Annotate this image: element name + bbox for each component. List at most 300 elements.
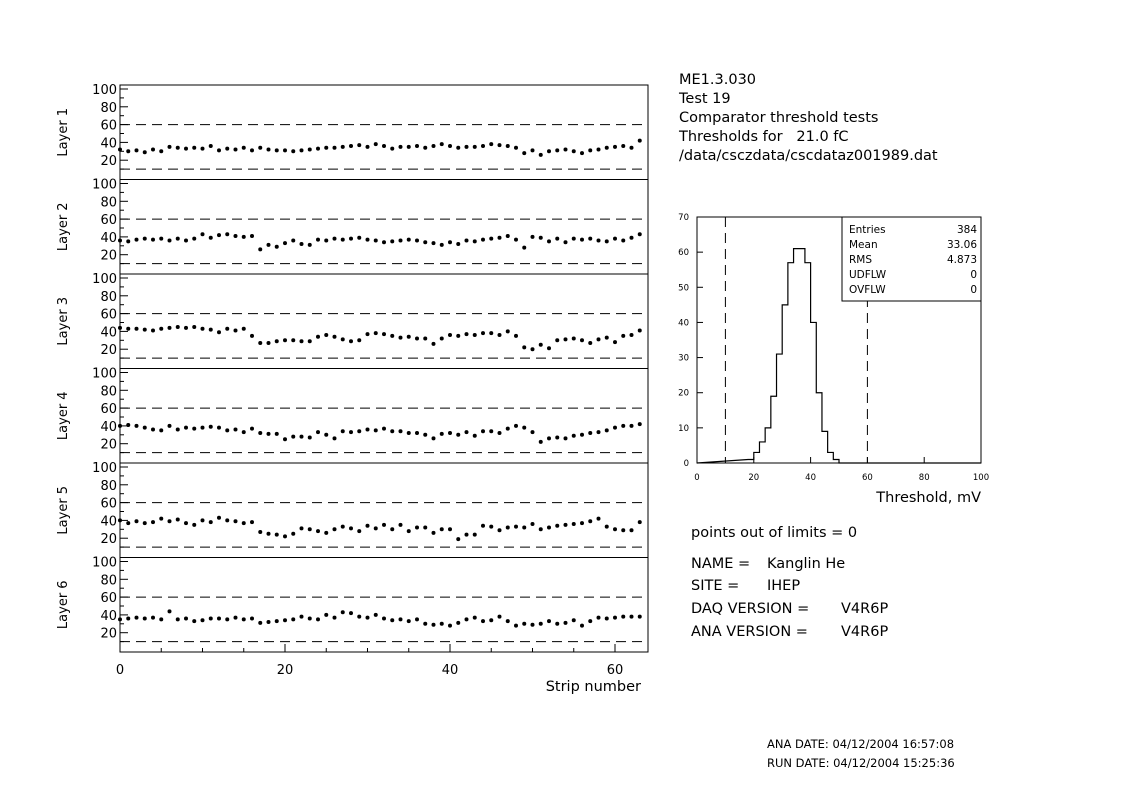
data-point xyxy=(539,622,543,626)
y-tick-label: 40 xyxy=(100,230,117,246)
data-point xyxy=(126,423,130,427)
data-point xyxy=(473,333,477,337)
data-point xyxy=(555,622,559,626)
data-point xyxy=(539,440,543,444)
y-tick-label: 60 xyxy=(100,496,117,512)
layer-panel-frame xyxy=(120,180,648,275)
data-point xyxy=(283,148,287,152)
data-point xyxy=(300,615,304,619)
data-point xyxy=(638,422,642,426)
data-point xyxy=(225,327,229,331)
hist-y-tick-label: 60 xyxy=(678,248,689,259)
data-point xyxy=(448,333,452,337)
data-point xyxy=(151,329,155,333)
data-point xyxy=(580,433,584,437)
data-point xyxy=(357,429,361,433)
data-point xyxy=(324,146,328,150)
data-point xyxy=(522,426,526,430)
data-point xyxy=(465,332,469,336)
data-point xyxy=(506,144,510,148)
data-point xyxy=(481,524,485,528)
data-point xyxy=(638,139,642,143)
chamber-id: ME1.3.030 xyxy=(679,72,757,88)
data-point xyxy=(168,519,172,523)
ana-date: ANA DATE: 04/12/2004 16:57:08 xyxy=(767,737,955,751)
data-point xyxy=(333,616,337,620)
hist-y-tick-label: 20 xyxy=(678,388,689,399)
data-point xyxy=(440,432,444,436)
layer-label: Layer 3 xyxy=(56,296,71,346)
hist-x-tick-label: 0 xyxy=(694,473,700,483)
data-point xyxy=(531,235,535,239)
data-point xyxy=(151,427,155,431)
layer-label: Layer 1 xyxy=(56,107,71,157)
y-tick-label: 80 xyxy=(100,478,117,494)
data-point xyxy=(118,148,122,152)
data-point xyxy=(118,518,122,522)
data-point xyxy=(555,148,559,152)
data-point xyxy=(390,429,394,433)
y-tick-label: 40 xyxy=(100,325,117,341)
data-point xyxy=(514,334,518,338)
data-point xyxy=(225,428,229,432)
data-point xyxy=(283,241,287,245)
data-point xyxy=(522,345,526,349)
y-tick-label: 100 xyxy=(92,177,117,193)
data-point xyxy=(324,333,328,337)
hist-x-tick-label: 40 xyxy=(805,473,817,483)
data-point xyxy=(448,240,452,244)
data-point xyxy=(291,238,295,242)
data-point xyxy=(399,336,403,340)
data-point xyxy=(588,619,592,623)
y-tick-label: 20 xyxy=(100,343,117,359)
data-point xyxy=(432,531,436,535)
data-point xyxy=(432,144,436,148)
data-point xyxy=(192,237,196,241)
data-point xyxy=(555,435,559,439)
hist-y-tick-label: 50 xyxy=(678,283,689,294)
data-point xyxy=(217,148,221,152)
y-tick-label: 80 xyxy=(100,573,117,589)
data-point xyxy=(267,432,271,436)
site-value: IHEP xyxy=(767,578,801,594)
data-point xyxy=(242,146,246,150)
data-point xyxy=(308,435,312,439)
data-point xyxy=(333,527,337,531)
y-tick-label: 60 xyxy=(100,118,117,134)
hist-y-tick-label: 10 xyxy=(678,423,689,434)
data-point xyxy=(324,238,328,242)
data-point xyxy=(135,519,139,523)
data-point xyxy=(415,337,419,341)
data-point xyxy=(473,533,477,537)
data-point xyxy=(176,237,180,241)
data-point xyxy=(580,624,584,628)
data-point xyxy=(572,522,576,526)
data-point xyxy=(613,426,617,430)
data-point xyxy=(217,330,221,334)
data-point xyxy=(209,425,213,429)
data-point xyxy=(159,149,163,153)
data-point xyxy=(407,335,411,339)
data-point xyxy=(506,329,510,333)
data-point xyxy=(448,624,452,628)
data-point xyxy=(135,148,139,152)
data-point xyxy=(580,521,584,525)
data-point xyxy=(201,426,205,430)
data-point xyxy=(605,336,609,340)
data-point xyxy=(283,338,287,342)
data-point xyxy=(390,527,394,531)
y-tick-label: 60 xyxy=(100,402,117,418)
data-point xyxy=(168,424,172,428)
y-tick-label: 80 xyxy=(100,100,117,116)
data-point xyxy=(613,616,617,620)
data-point xyxy=(234,234,238,238)
data-point xyxy=(374,331,378,335)
layer-label: Layer 4 xyxy=(56,391,71,441)
x-tick-label: 20 xyxy=(276,663,294,678)
layer-panel-frame xyxy=(120,463,648,558)
data-point xyxy=(498,236,502,240)
data-point xyxy=(135,424,139,428)
data-point xyxy=(522,151,526,155)
data-point xyxy=(481,429,485,433)
data-point xyxy=(234,148,238,152)
data-point xyxy=(275,245,279,249)
data-point xyxy=(547,149,551,153)
data-point xyxy=(539,343,543,347)
data-point xyxy=(621,615,625,619)
data-point xyxy=(168,609,172,613)
y-tick-label: 40 xyxy=(100,136,117,152)
data-point xyxy=(308,527,312,531)
data-point xyxy=(613,340,617,344)
data-point xyxy=(217,233,221,237)
data-point xyxy=(176,325,180,329)
data-point xyxy=(209,144,213,148)
data-point xyxy=(390,618,394,622)
data-point xyxy=(514,424,518,428)
data-point xyxy=(143,328,147,332)
data-point xyxy=(341,429,345,433)
data-point xyxy=(324,531,328,535)
data-point xyxy=(605,525,609,529)
data-point xyxy=(267,620,271,624)
data-point xyxy=(456,433,460,437)
header-block xyxy=(679,71,938,166)
data-point xyxy=(300,339,304,343)
y-tick-label: 20 xyxy=(100,437,117,453)
stats-value: 384 xyxy=(956,224,977,236)
data-point xyxy=(357,529,361,533)
data-point xyxy=(118,424,122,428)
data-point xyxy=(498,431,502,435)
y-tick-label: 80 xyxy=(100,289,117,305)
data-point xyxy=(448,527,452,531)
data-point xyxy=(432,342,436,346)
data-point xyxy=(423,337,427,341)
data-point xyxy=(432,436,436,440)
data-point xyxy=(448,144,452,148)
data-point xyxy=(473,434,477,438)
data-point xyxy=(498,143,502,147)
data-point xyxy=(630,615,634,619)
data-point xyxy=(291,532,295,536)
data-point xyxy=(597,148,601,152)
data-point xyxy=(316,147,320,151)
data-point xyxy=(225,232,229,236)
data-point xyxy=(225,617,229,621)
data-point xyxy=(201,147,205,151)
data-point xyxy=(184,616,188,620)
data-point xyxy=(357,615,361,619)
data-point xyxy=(630,424,634,428)
data-point xyxy=(465,430,469,434)
data-point xyxy=(456,334,460,338)
ana-version-value: V4R6P xyxy=(841,624,889,640)
data-point xyxy=(572,337,576,341)
data-point xyxy=(448,431,452,435)
y-tick-label: 80 xyxy=(100,384,117,400)
y-tick-label: 100 xyxy=(92,83,117,98)
data-point xyxy=(258,247,262,251)
data-point xyxy=(564,621,568,625)
data-point xyxy=(291,149,295,153)
data-point xyxy=(539,153,543,157)
data-point xyxy=(547,346,551,350)
data-point xyxy=(283,437,287,441)
layer-label: Layer 5 xyxy=(56,485,71,535)
data-point xyxy=(316,617,320,621)
data-point xyxy=(316,238,320,242)
data-point xyxy=(613,237,617,241)
data-point xyxy=(481,331,485,335)
hist-x-axis-label: Threshold, mV xyxy=(876,490,981,506)
stats-value: 0 xyxy=(970,284,977,296)
data-point xyxy=(382,616,386,620)
data-point xyxy=(184,426,188,430)
data-point xyxy=(201,327,205,331)
data-point xyxy=(630,236,634,240)
data-point xyxy=(390,239,394,243)
data-point xyxy=(407,431,411,435)
hist-y-tick-label: 40 xyxy=(678,318,689,329)
data-point xyxy=(341,337,345,341)
data-point xyxy=(555,524,559,528)
data-point xyxy=(234,427,238,431)
data-point xyxy=(267,148,271,152)
data-point xyxy=(333,436,337,440)
data-point xyxy=(489,525,493,529)
data-point xyxy=(176,146,180,150)
y-tick-label: 40 xyxy=(100,514,117,530)
data-point xyxy=(258,530,262,534)
data-point xyxy=(242,327,246,331)
data-point xyxy=(151,616,155,620)
data-point xyxy=(168,326,172,330)
data-point xyxy=(366,616,370,620)
data-point xyxy=(382,332,386,336)
data-point xyxy=(184,238,188,242)
threshold-charge: Thresholds for 21.0 fC xyxy=(679,129,849,145)
data-point xyxy=(588,431,592,435)
layer-panel-frame xyxy=(120,558,648,653)
data-point xyxy=(473,145,477,149)
data-point xyxy=(267,341,271,345)
data-point xyxy=(382,240,386,244)
data-point xyxy=(176,617,180,621)
data-point xyxy=(192,325,196,329)
data-point xyxy=(621,334,625,338)
data-point xyxy=(275,533,279,537)
data-point xyxy=(605,239,609,243)
hist-y-tick-label: 70 xyxy=(678,213,689,223)
data-point xyxy=(308,339,312,343)
data-point xyxy=(308,616,312,620)
data-point xyxy=(176,427,180,431)
data-point xyxy=(423,622,427,626)
data-point xyxy=(498,615,502,619)
data-point xyxy=(407,145,411,149)
data-point xyxy=(588,519,592,523)
data-point xyxy=(473,616,477,620)
data-point xyxy=(407,529,411,533)
data-point xyxy=(275,619,279,623)
data-point xyxy=(547,239,551,243)
hist-x-tick-label: 20 xyxy=(748,473,760,483)
data-point xyxy=(489,429,493,433)
data-point xyxy=(415,526,419,530)
data-point xyxy=(217,516,221,520)
data-point xyxy=(283,618,287,622)
daq-version-value: V4R6P xyxy=(841,601,889,617)
x-tick-label: 40 xyxy=(441,663,459,678)
test-description: Comparator threshold tests xyxy=(679,110,879,126)
y-tick-label: 60 xyxy=(100,213,117,229)
data-point xyxy=(184,147,188,151)
data-point xyxy=(151,148,155,152)
data-point xyxy=(159,428,163,432)
data-point xyxy=(159,237,163,241)
data-point xyxy=(184,326,188,330)
data-point xyxy=(250,520,254,524)
hist-x-tick-label: 60 xyxy=(861,473,873,483)
data-point xyxy=(126,239,130,243)
hist-x-tick-label: 100 xyxy=(972,473,990,483)
data-point xyxy=(291,435,295,439)
data-point xyxy=(300,435,304,439)
data-point xyxy=(415,431,419,435)
data-point xyxy=(151,520,155,524)
data-point xyxy=(407,619,411,623)
data-point xyxy=(324,433,328,437)
data-point xyxy=(399,145,403,149)
y-tick-label: 20 xyxy=(100,532,117,548)
data-point xyxy=(366,332,370,336)
data-point xyxy=(489,618,493,622)
data-point xyxy=(423,433,427,437)
data-point xyxy=(597,616,601,620)
data-point xyxy=(415,617,419,621)
data-point xyxy=(316,335,320,339)
data-point xyxy=(201,618,205,622)
data-point xyxy=(143,150,147,154)
data-point xyxy=(159,617,163,621)
data-point xyxy=(580,151,584,155)
data-point xyxy=(168,145,172,149)
data-point xyxy=(192,427,196,431)
data-point xyxy=(192,523,196,527)
data-point xyxy=(555,237,559,241)
data-point xyxy=(118,326,122,330)
data-point xyxy=(357,338,361,342)
data-point xyxy=(564,523,568,527)
data-point xyxy=(456,537,460,541)
data-point xyxy=(135,238,139,242)
data-point xyxy=(225,147,229,151)
data-point xyxy=(597,430,601,434)
data-point xyxy=(275,339,279,343)
data-point xyxy=(638,520,642,524)
data-point xyxy=(316,529,320,533)
data-point xyxy=(357,236,361,240)
y-tick-label: 100 xyxy=(92,272,117,287)
data-point xyxy=(630,146,634,150)
data-point xyxy=(638,329,642,333)
hist-y-tick-label: 0 xyxy=(683,459,689,469)
data-point xyxy=(547,526,551,530)
data-point xyxy=(349,611,353,615)
data-point xyxy=(390,334,394,338)
data-point xyxy=(456,242,460,246)
data-point xyxy=(506,427,510,431)
data-point xyxy=(275,432,279,436)
data-point xyxy=(151,238,155,242)
data-point xyxy=(555,338,559,342)
data-point xyxy=(481,619,485,623)
data-point xyxy=(531,148,535,152)
data-point xyxy=(258,341,262,345)
data-point xyxy=(382,144,386,148)
data-point xyxy=(498,333,502,337)
data-point xyxy=(267,243,271,247)
y-tick-label: 100 xyxy=(92,461,117,476)
data-point xyxy=(506,619,510,623)
data-point xyxy=(481,238,485,242)
y-tick-label: 20 xyxy=(100,626,117,642)
data-point xyxy=(514,146,518,150)
y-tick-label: 20 xyxy=(100,248,117,264)
data-point xyxy=(283,534,287,538)
site-label: SITE = xyxy=(691,578,740,594)
x-axis-label: Strip number xyxy=(545,679,641,695)
data-point xyxy=(580,238,584,242)
data-point xyxy=(176,518,180,522)
data-point xyxy=(597,517,601,521)
data-point xyxy=(234,329,238,333)
data-point xyxy=(201,518,205,522)
data-point xyxy=(209,520,213,524)
data-point xyxy=(390,147,394,151)
data-point xyxy=(300,526,304,530)
data-point xyxy=(143,426,147,430)
data-point xyxy=(564,436,568,440)
y-tick-label: 40 xyxy=(100,419,117,435)
data-point xyxy=(382,523,386,527)
data-point xyxy=(415,238,419,242)
